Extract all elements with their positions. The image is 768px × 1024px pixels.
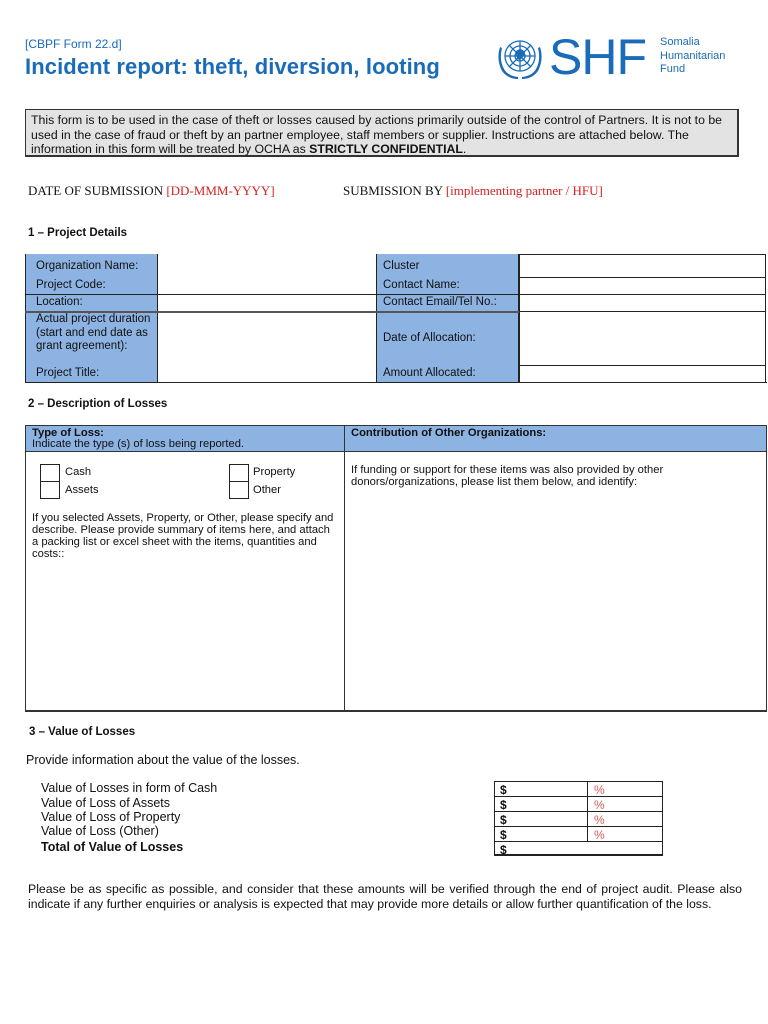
date-placeholder[interactable]: [DD-MMM-YYYY] — [166, 183, 275, 198]
value-label-assets: Value of Loss of Assets — [41, 796, 171, 810]
table-border — [518, 254, 519, 383]
field-date-of-allocation[interactable] — [519, 312, 766, 366]
form-code: [CBPF Form 22.d] — [25, 37, 122, 51]
section-2-heading: 2 – Description of Losses — [28, 398, 168, 410]
type-of-loss-subheader: Indicate the type (s) of loss being reported. — [32, 438, 245, 450]
currency-symbol: $ — [500, 828, 507, 842]
label-organization-name: Organization Name: — [36, 260, 139, 272]
checkbox-label-assets: Assets — [65, 484, 99, 496]
project-details-table — [25, 254, 767, 383]
submission-by — [343, 183, 603, 199]
table-border — [25, 254, 26, 383]
value-label-other: Value of Loss (Other) — [41, 824, 159, 838]
value-label-total: Total of Value of Losses — [41, 840, 184, 854]
date-of-submission — [28, 183, 275, 199]
value-label-property: Value of Loss of Property — [41, 810, 181, 824]
value-row-cash[interactable] — [495, 782, 662, 797]
table-border — [157, 254, 158, 383]
label-project-code: Project Code: — [36, 279, 106, 291]
field-project-duration[interactable] — [158, 312, 376, 365]
checkbox-cash[interactable] — [40, 464, 60, 482]
table-border — [376, 254, 377, 383]
specify-instructions: If you selected Assets, Property, or Other, please specify and describe. Please provide summary of items here, and attach a packing list or excel sheet with the items, quantities and costs:: — [32, 512, 334, 560]
value-row-total[interactable] — [495, 842, 662, 857]
field-contact-email[interactable] — [519, 295, 766, 312]
column-divider — [344, 426, 345, 710]
checkbox-label-other: Other — [253, 484, 281, 496]
value-row-assets[interactable] — [495, 797, 662, 812]
contribution-field[interactable] — [346, 492, 766, 710]
table-border — [25, 382, 767, 383]
percent-field[interactable]: % — [594, 813, 605, 827]
value-row-property[interactable] — [495, 812, 662, 827]
type-of-loss-header: Type of Loss: — [32, 427, 104, 439]
submission-by-label: SUBMISSION BY — [343, 183, 446, 198]
confidentiality-notice — [25, 109, 739, 157]
field-cluster[interactable] — [519, 254, 766, 278]
field-project-title[interactable] — [158, 366, 376, 382]
checkbox-other[interactable] — [229, 481, 249, 499]
notice-text-end: . — [462, 142, 467, 156]
logo-line-1: Somalia — [660, 36, 700, 48]
page-title: Incident report: theft, diversion, looting — [25, 54, 440, 79]
label-project-title: Project Title: — [36, 367, 100, 379]
contribution-instructions: If funding or support for these items was also provided by other donors/organizations, please list them below, and identify: — [351, 464, 664, 488]
label-contact-name: Contact Name: — [383, 279, 460, 291]
label-location: Location: — [36, 296, 83, 308]
label-contact-email: Contact Email/Tel No.: — [383, 296, 497, 308]
checkbox-label-cash: Cash — [65, 466, 92, 478]
shf-logo — [494, 29, 744, 85]
right-label-column — [376, 254, 518, 383]
date-label: DATE OF SUBMISSION — [28, 183, 167, 198]
table-border — [25, 294, 519, 295]
percent-field[interactable]: % — [594, 798, 605, 812]
currency-symbol: $ — [500, 798, 507, 812]
checkbox-property[interactable] — [229, 464, 249, 482]
currency-symbol: $ — [500, 843, 507, 857]
logo-acronym: SHF — [549, 29, 646, 85]
field-contact-name[interactable] — [519, 278, 766, 295]
field-organization-name[interactable] — [158, 254, 376, 294]
percent-field[interactable]: % — [594, 783, 605, 797]
currency-symbol: $ — [500, 783, 507, 797]
field-amount-allocated[interactable] — [519, 366, 766, 383]
percent-field[interactable]: % — [594, 828, 605, 842]
section-3-heading: 3 – Value of Losses — [29, 726, 136, 738]
checkbox-assets[interactable] — [40, 481, 60, 499]
un-emblem-icon — [494, 33, 546, 83]
checkbox-label-property: Property — [253, 466, 296, 478]
value-label-cash: Value of Losses in form of Cash — [41, 781, 218, 795]
label-cluster: Cluster — [383, 260, 420, 272]
value-row-other[interactable] — [495, 827, 662, 842]
notice-emphasis: STRICTLY CONFIDENTIAL — [309, 142, 463, 156]
section-3-intro: Provide information about the value of the losses. — [26, 753, 300, 767]
notice-text: This form is to be used in the case of theft or losses caused by actions primarily outside of the control of Partners. It is not to be used in the case of fraud or theft by an partner employee, staff members or supplier. Instructions are attached below. The information in this form will be treated by OCHA as — [31, 113, 723, 156]
currency-symbol: $ — [500, 813, 507, 827]
label-project-duration: Actual project duration (start and end date as grant agreement): — [36, 313, 151, 352]
field-location[interactable] — [158, 295, 376, 310]
contribution-header: Contribution of Other Organizations: — [351, 427, 547, 439]
table-border — [25, 311, 519, 313]
description-of-losses-table — [25, 425, 767, 712]
logo-line-3: Fund — [660, 63, 686, 75]
section-1-heading: 1 – Project Details — [28, 227, 128, 239]
logo-line-2: Humanitarian — [660, 49, 726, 62]
footer-instructions: Please be as specific as possible, and consider that these amounts will be verified through the end of project audit. Please also indicate if any further enquiries or analysis is expected that may provide more details or allow further quantification of the loss. — [28, 882, 742, 912]
label-date-of-allocation: Date of Allocation: — [383, 332, 476, 344]
logo-fullname — [660, 36, 725, 77]
value-of-losses-table — [494, 781, 663, 856]
label-amount-allocated: Amount Allocated: — [383, 367, 476, 379]
loss-description-field[interactable] — [27, 560, 343, 710]
submission-by-placeholder[interactable]: [implementing partner / HFU] — [445, 183, 603, 198]
